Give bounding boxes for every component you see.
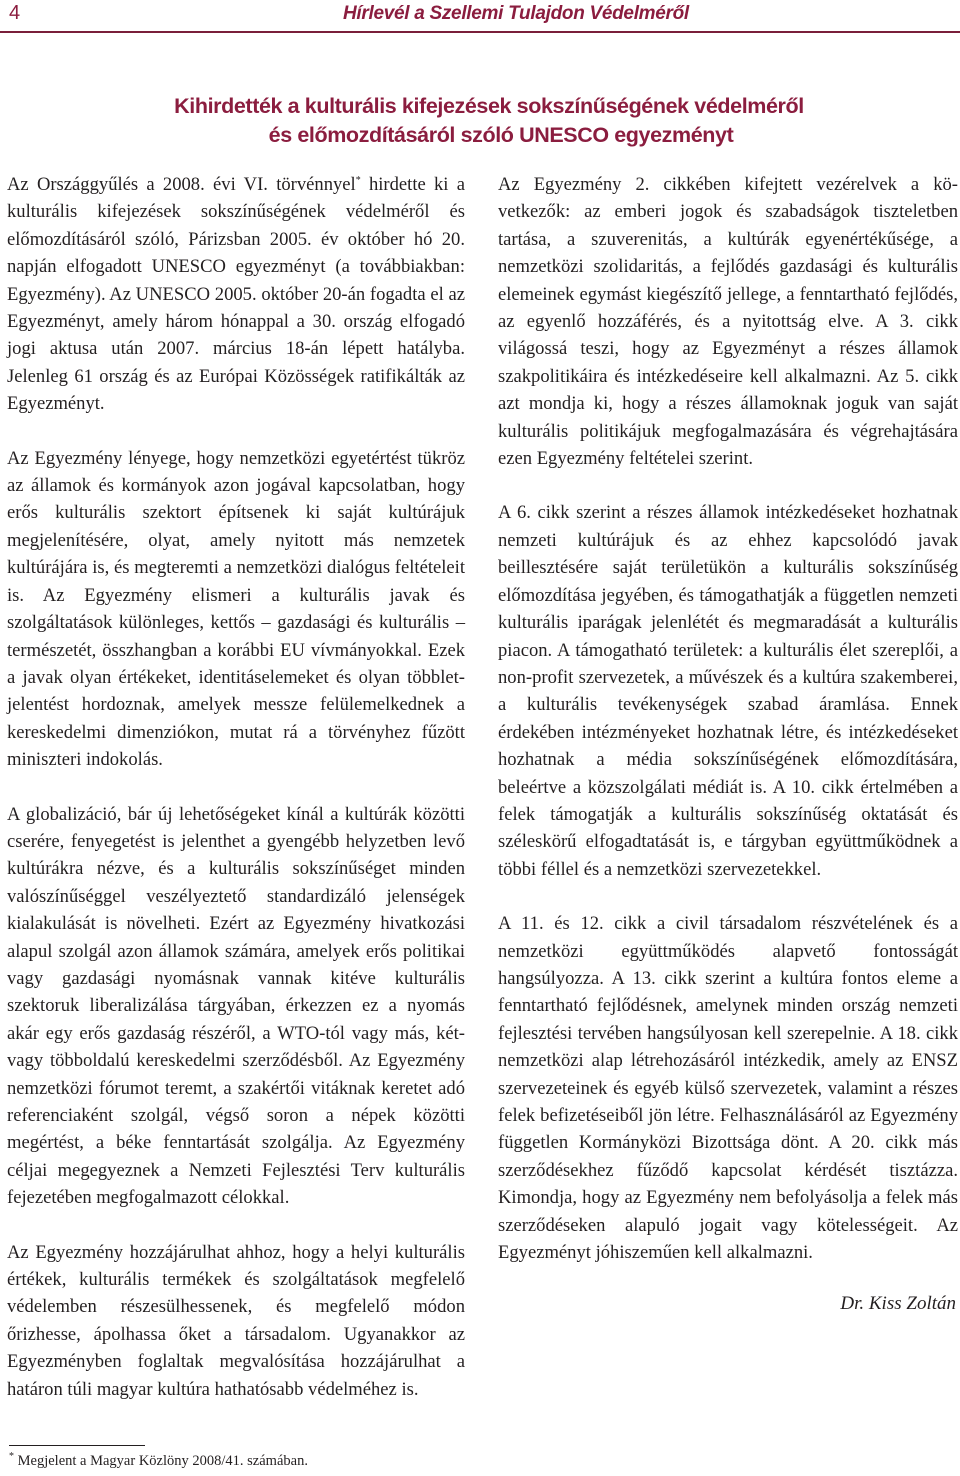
- footnote-reference: *: [355, 174, 361, 186]
- footnote-mark: *: [9, 1451, 14, 1463]
- left-paragraph-2: Az Egyezmény lényege, hogy nemzetközi egyetértést tükröz az államok és kormányok azon jogával kapcsolatban, hogy erős kulturális szektort építsenek ki saját kultúrájuk megjelenítésére, olyat, amely nyitott más nemzetek kultúrájára is, és megteremti a nemzetközi dialógus feltételeit is. Az Egyezmény elismeri a kulturális javak és szolgáltatások különleges, kettős – gazdasági és kulturális – természetét, összhangban a korábbi EU vívmányokkal. Ezek a javak olyan értékeket, identitáselemeket és olyan többlet-jelentést hordoznak, amelyek messze felülemelkednek a kereskedelmi dimenziókon, mutat rá a törvényhez fűzött miniszteri indokolás.: [7, 447, 465, 771]
- header-rule: [0, 31, 960, 33]
- footnote-text: Megjelent a Magyar Közlöny 2008/41. számában.: [14, 1453, 308, 1469]
- author-signature: Dr. Kiss Zoltán: [840, 1293, 956, 1315]
- left-paragraph-4: Az Egyezmény hozzájárulhat ahhoz, hogy a helyi kulturális értékek, kulturális termékek és szolgáltatások megfelelő védelemben részesülhessenek, és megfelelő módon őrizhesse, ápolhassa őket a társadalom. Ugyanakkor az Egyezményben foglaltak megvalósítása hozzájárulhat a határon túli magyar kultúra hathatósabb védelméhez is.: [7, 1241, 465, 1400]
- right-paragraph-1: Az Egyezmény 2. cikkében kifejtett vezérelvek a következők: az emberi jogok és szabadságok tiszteletben tartása, a szuverenitás, a kultúrák egyenértékűsége, a nemzetközi szolidaritás, a fejlődés gazdasági és kulturális elemeinek egymást kiegészítő jellege, a fenntartható fejlődés, az egyenlő hozzáférés, és a nyitottság elve. A 3. cikk világossá teszi, hogy az Egyezményt a részes államok szakpolitikáira és intézkedéseire kell alkalmazni. Az 5. cikk azt mondja ki, hogy a részes államoknak joguk van saját kulturális politikájuk megfogalmazására és végrehajtására ezen Egyezmény feltételei szerint.: [498, 174, 958, 470]
- left-paragraph-1-start: Az Országgyűlés a 2008. évi VI. törvénnyel: [7, 174, 356, 195]
- left-paragraph-1: [7, 171, 465, 418]
- article-title-line-1: Kihirdették a kulturális kifejezések sokszínűségének védelméről: [174, 94, 804, 118]
- footnote-rule: [9, 1445, 145, 1446]
- left-paragraph-3: A globalizáció, bár új lehetőségeket kínál a kultúrák közötti cserére, fenyegetést is jelenthet a gyengébb helyzetben levő kultúrákra nézve, és a kulturális sokszínűséget minden valószínűséggel veszélyeztető standardizáló jelenségek kialakulását is növelheti. Ezért az Egyezmény hivatkozási alapul szolgál azon államok számára, amelyek erős politikai vagy gazdasági nyomásnak vannak kitéve kulturális szektoruk liberalizálása tárgyában, érkezzen ez a nyomás akár egy erős gazdaság részéről, a WTO-tól vagy más, két- vagy többoldalú kereskedelmi szerződésből. Az Egyezmény nemzetközi fórumot teremt, a szakértői vitáknak keretet adó referenciaként szolgál, végső soron a népek közötti megértést, a béke fenntartását szolgálja. Az Egyezmény céljai megegyeznek a Nemzeti Fejlesztési Terv kulturális fejezetében megfogalmazott célokkal.: [7, 803, 465, 1209]
- article-title-line-2: és előmozdításáról szóló UNESCO egyezményt: [268, 123, 734, 147]
- page-header: [0, 0, 960, 30]
- right-paragraph-3: A 11. és 12. cikk a civil társadalom részvételének és a nemzetközi együttműködés alapvető fontosságát hangsúlyozza. A 13. cikk szerint a kultúra fontos eleme a fenntartható fejlődésnek, amelynek minden ország nemzeti fejlesztési tervében hangsúlyosan kell szerepelnie. A 18. cikk nemzetközi alap létrehozásáról intézkedik, amely az ENSZ szervezeteinek és egyéb külső szervezetek, valamint a részes felek befizetéseiből jön létre. Felhasználásáról az Egyezmény független Kormányközi Bizottsága dönt. A 20. cikk más szerződésekhez fűződő kapcsolat kérdését tisztázza. Kimondja, hogy az Egyezmény nem befolyásolja a felek más szerződéseken alapuló jogait vagy kötelességeit. Az Egyezményt jóhiszeműen kell alkalmazni.: [498, 913, 958, 1264]
- footnote: [9, 1452, 308, 1470]
- article-title: [0, 92, 960, 150]
- right-paragraph-2: A 6. cikk szerint a részes államok intézkedéseket hozhatnak nemzeti kultúrájuk és az ehhez kapcsolódó javak beillesztésére saját területükön a kulturális sokszínűség előmozdítása jegyében, és támogathatják a független nemzeti kulturális iparágak jelenlétét és megmaradását a kulturális piacon. A támogatható területek: a kulturális élet szereplői, a non-profit szervezetek, a művészek és a kultúra szakemberei, a kulturális tevékenységek szabad áramlása. Ennek érdekében intézményeket hozhatnak létre, és intézkedéseket hozhatnak a média sokszínűségének előmozdítására, beleértve a közszolgálati médiát is. A 10. cikk értelmében a felek támogatják a kulturális sokszínűség oktatását és széleskörű elfogadtatását is, e tárgyban együttműködnek a többi féllel és a nemzetközi szervezetekkel.: [498, 502, 958, 880]
- running-title: Hírlevél a Szellemi Tulajdon Védelméről: [343, 3, 689, 24]
- page-number: 4: [9, 2, 21, 24]
- left-column: [7, 171, 465, 1430]
- left-paragraph-1-rest: hirdette ki a kulturális kifejezések sokszínűségének védelméről és előmozdításáról szóló, Párizsban 2005. év október hó 20. napján elfogadott UNESCO egyezményt (a továbbiakban: Egyezmény). Az UNESCO 2005. október 20-án fogadta el az Egyezményt, amely három hónappal a 30. ország elfogadó jogi aktusa után 2007. március 18-án lépett hatályba. Jelenleg 61 ország és az Európai Közösségek ratifikálták az Egyezményt.: [7, 174, 465, 415]
- right-column: [498, 171, 958, 1315]
